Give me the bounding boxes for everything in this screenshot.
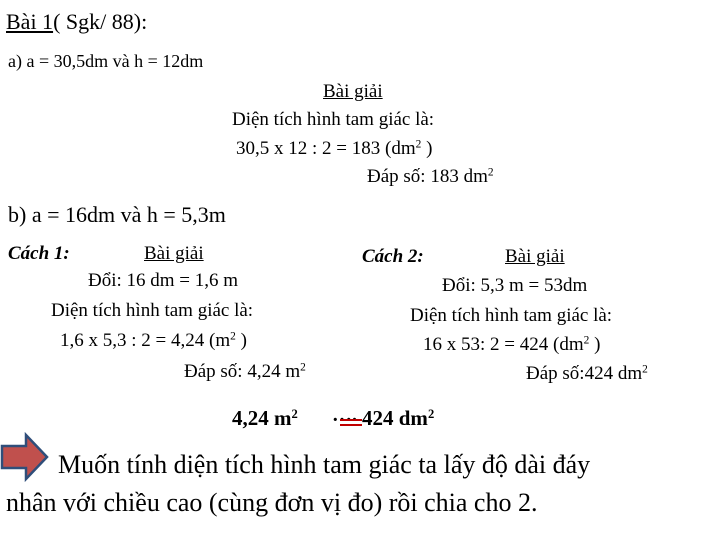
title-rest: ( Sgk/ 88): (53, 9, 148, 34)
comparison-right-text: 424 dm (362, 406, 428, 430)
comparison-right (362, 408, 434, 429)
part-a-area-label: Diện tích hình tam giác là: (232, 109, 435, 130)
method2-answer (526, 364, 648, 383)
comparison-left-sup: 2 (291, 407, 298, 422)
part-a-heading: Bài giải (323, 81, 383, 102)
right-arrow-icon (0, 432, 50, 482)
comparison-right-sup: 2 (427, 407, 435, 422)
part-a-answer-sup: 2 (487, 166, 494, 179)
method1-calc-text: 1,6 x 5,3 : 2 = 4,24 (m (60, 330, 231, 351)
method2-answer-sup: 2 (642, 363, 648, 376)
comparison-left-text: 4,24 m (232, 406, 292, 430)
method1-label: Cách 1: (8, 243, 70, 264)
method2-area-label: Diện tích hình tam giác là: (410, 305, 613, 326)
method1-answer-text: Đáp số: 4,24 m (184, 361, 301, 382)
method1-area-label: Diện tích hình tam giác là: (51, 300, 254, 321)
method1-conversion: Đổi: 16 dm = 1,6 m (88, 270, 239, 291)
title-underlined: Bài 1 (6, 9, 54, 34)
part-a-calculation (236, 139, 432, 158)
comparison-left (232, 408, 298, 429)
method1-calc-sup: 2 (230, 330, 236, 343)
method2-calc-end: ) (589, 334, 601, 355)
method1-answer (184, 362, 306, 381)
comparison-sign: …. (332, 404, 357, 426)
method2-answer-text: Đáp số:424 dm (526, 363, 643, 384)
method2-calculation (423, 335, 600, 354)
method2-calc-text: 16 x 53: 2 = 424 (dm (423, 334, 584, 355)
equals-sign-icon (338, 418, 364, 428)
method1-heading: Bài giải (144, 243, 204, 264)
page-title (6, 11, 147, 33)
part-a-answer (367, 167, 494, 186)
part-a-answer-text: Đáp số: 183 dm (367, 166, 488, 187)
rule-line-1: Muốn tính diện tích hình tam giác ta lấy độ dài đáy (58, 450, 591, 479)
method2-label: Cách 2: (362, 246, 424, 267)
part-a-calc-end: ) (421, 138, 433, 159)
part-b-given: b) a = 16dm và h = 5,3m (8, 202, 226, 227)
part-a-calc-sup: 2 (415, 138, 422, 151)
method1-calculation (60, 331, 247, 350)
method1-answer-sup: 2 (300, 361, 306, 374)
method1-calc-end: ) (235, 330, 247, 351)
rule-line-2: nhân với chiều cao (cùng đơn vị đo) rồi chia cho 2. (6, 488, 538, 517)
part-a-given: a) a = 30,5dm và h = 12dm (8, 51, 204, 71)
method2-conversion: Đổi: 5,3 m = 53dm (442, 275, 588, 296)
part-a-calc-text: 30,5 x 12 : 2 = 183 (dm (236, 138, 416, 159)
method2-calc-sup: 2 (583, 334, 590, 347)
method2-heading: Bài giải (505, 246, 565, 267)
